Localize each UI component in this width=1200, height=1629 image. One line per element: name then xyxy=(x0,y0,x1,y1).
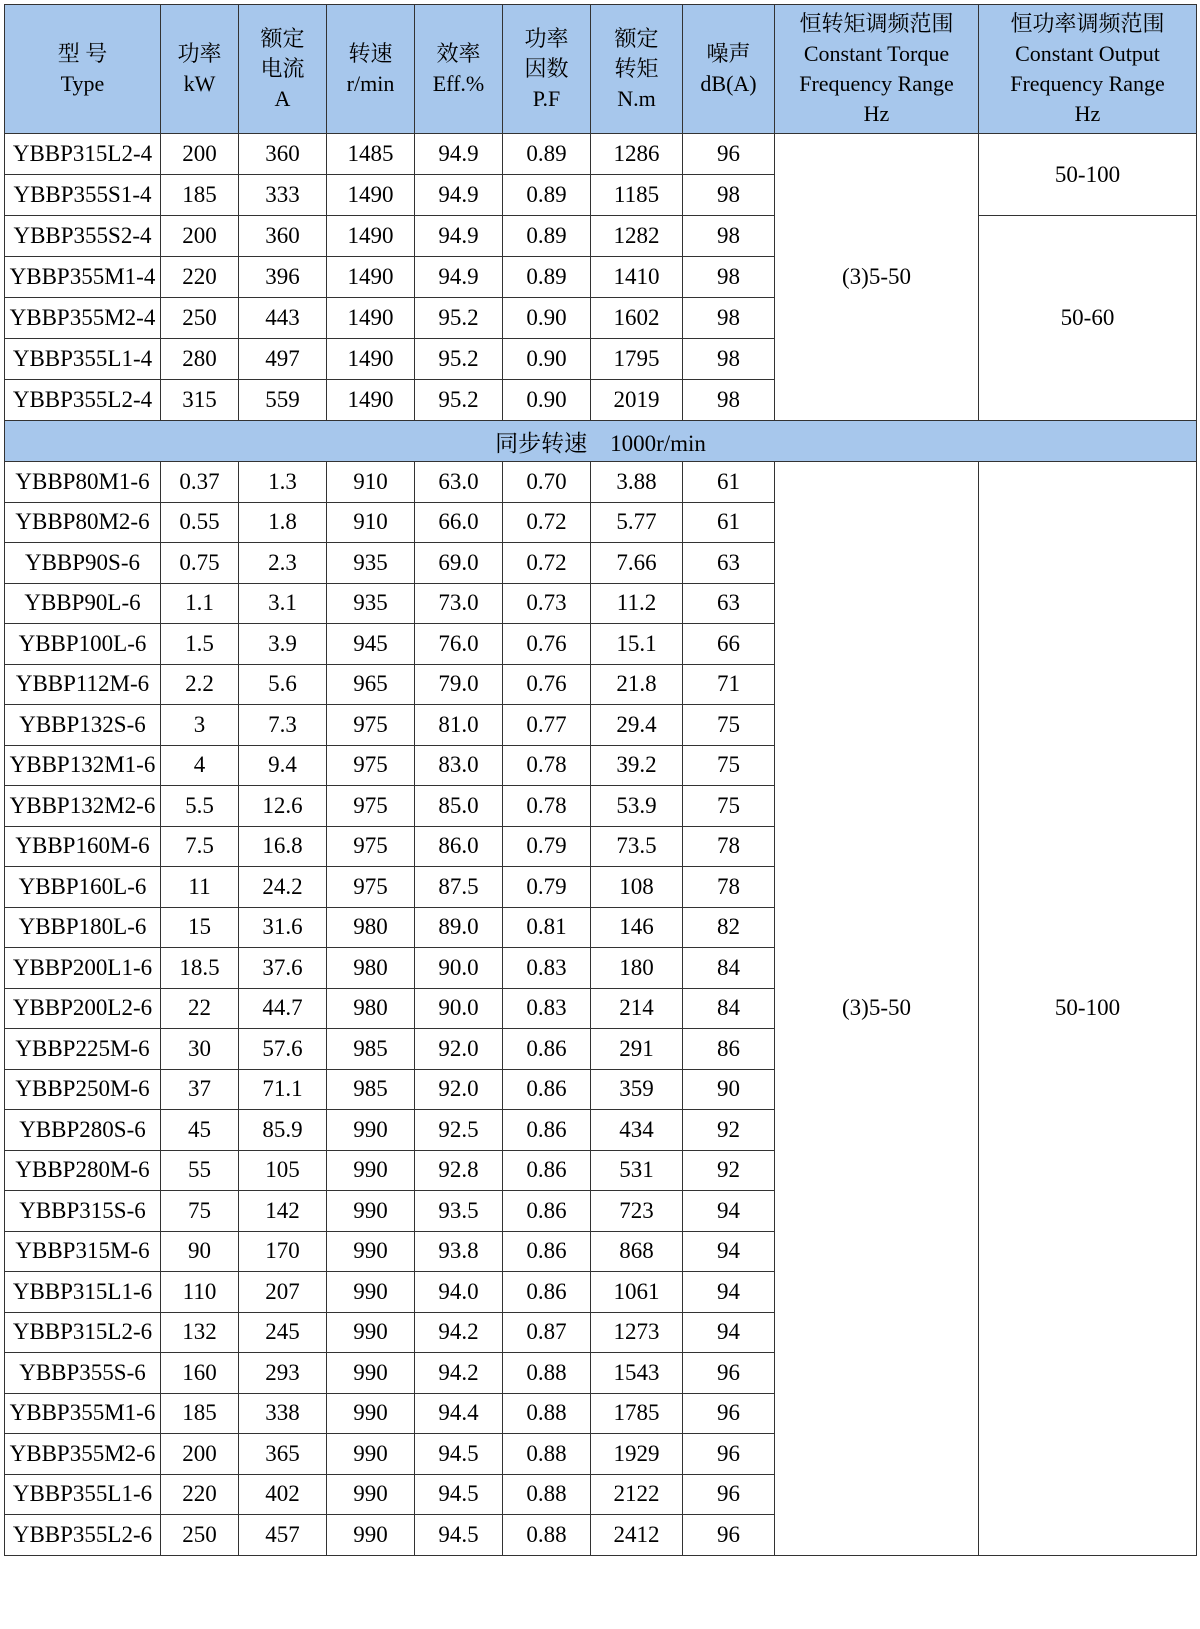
header-type: 型 号 Type xyxy=(5,5,161,134)
cell-current: 105 xyxy=(239,1150,327,1191)
cell-model: YBBP355M1-6 xyxy=(5,1393,161,1434)
cell-noise: 78 xyxy=(683,826,775,867)
cell-speed: 910 xyxy=(327,502,415,543)
cell-power: 18.5 xyxy=(161,948,239,989)
cell-noise: 98 xyxy=(683,257,775,298)
cell-noise: 96 xyxy=(683,134,775,175)
cell-speed: 1490 xyxy=(327,339,415,380)
cell-torque: 531 xyxy=(591,1150,683,1191)
cell-power: 160 xyxy=(161,1353,239,1394)
cell-current: 457 xyxy=(239,1515,327,1556)
cell-efficiency: 90.0 xyxy=(415,988,503,1029)
cell-current: 402 xyxy=(239,1474,327,1515)
cell-speed: 980 xyxy=(327,907,415,948)
cell-power-factor: 0.86 xyxy=(503,1069,591,1110)
cell-speed: 975 xyxy=(327,867,415,908)
cell-model: YBBP355L1-6 xyxy=(5,1474,161,1515)
cell-efficiency: 94.2 xyxy=(415,1353,503,1394)
cell-efficiency: 86.0 xyxy=(415,826,503,867)
cell-power: 55 xyxy=(161,1150,239,1191)
cell-current: 16.8 xyxy=(239,826,327,867)
cell-efficiency: 76.0 xyxy=(415,624,503,665)
cell-model: YBBP280S-6 xyxy=(5,1110,161,1151)
cell-speed: 1485 xyxy=(327,134,415,175)
cell-speed: 990 xyxy=(327,1272,415,1313)
cell-efficiency: 94.5 xyxy=(415,1474,503,1515)
cell-current: 7.3 xyxy=(239,705,327,746)
constant-torque-range: (3)5-50 xyxy=(775,134,979,421)
cell-speed: 990 xyxy=(327,1353,415,1394)
cell-model: YBBP180L-6 xyxy=(5,907,161,948)
cell-model: YBBP355S1-4 xyxy=(5,175,161,216)
cell-model: YBBP90S-6 xyxy=(5,543,161,584)
cell-torque: 29.4 xyxy=(591,705,683,746)
constant-torque-range: (3)5-50 xyxy=(775,462,979,1556)
cell-noise: 61 xyxy=(683,462,775,503)
cell-current: 57.6 xyxy=(239,1029,327,1070)
cell-current: 1.8 xyxy=(239,502,327,543)
cell-torque: 53.9 xyxy=(591,786,683,827)
cell-torque: 1795 xyxy=(591,339,683,380)
cell-power: 280 xyxy=(161,339,239,380)
cell-efficiency: 89.0 xyxy=(415,907,503,948)
cell-torque: 214 xyxy=(591,988,683,1029)
cell-noise: 63 xyxy=(683,583,775,624)
cell-current: 497 xyxy=(239,339,327,380)
cell-noise: 78 xyxy=(683,867,775,908)
cell-current: 24.2 xyxy=(239,867,327,908)
cell-power-factor: 0.86 xyxy=(503,1110,591,1151)
cell-power-factor: 0.87 xyxy=(503,1312,591,1353)
cell-torque: 434 xyxy=(591,1110,683,1151)
cell-noise: 96 xyxy=(683,1434,775,1475)
cell-noise: 90 xyxy=(683,1069,775,1110)
cell-current: 9.4 xyxy=(239,745,327,786)
cell-speed: 975 xyxy=(327,786,415,827)
cell-model: YBBP80M1-6 xyxy=(5,462,161,503)
cell-power: 200 xyxy=(161,134,239,175)
group-4-pole-rows xyxy=(5,134,1197,421)
motor-spec-table xyxy=(4,4,1197,1556)
cell-model: YBBP200L1-6 xyxy=(5,948,161,989)
cell-power: 45 xyxy=(161,1110,239,1151)
cell-power: 110 xyxy=(161,1272,239,1313)
cell-torque: 3.88 xyxy=(591,462,683,503)
header-noise: 噪声 dB(A) xyxy=(683,5,775,134)
cell-noise: 98 xyxy=(683,175,775,216)
constant-output-range: 50-100 xyxy=(979,134,1197,216)
group-6-pole-rows xyxy=(5,462,1197,1556)
cell-efficiency: 92.0 xyxy=(415,1029,503,1070)
cell-torque: 39.2 xyxy=(591,745,683,786)
cell-power-factor: 0.90 xyxy=(503,380,591,421)
cell-torque: 723 xyxy=(591,1191,683,1232)
cell-power: 1.5 xyxy=(161,624,239,665)
cell-efficiency: 93.8 xyxy=(415,1231,503,1272)
cell-speed: 965 xyxy=(327,664,415,705)
cell-noise: 96 xyxy=(683,1353,775,1394)
cell-torque: 1543 xyxy=(591,1353,683,1394)
cell-power: 22 xyxy=(161,988,239,1029)
constant-output-range: 50-60 xyxy=(979,216,1197,421)
cell-model: YBBP355S2-4 xyxy=(5,216,161,257)
cell-torque: 1273 xyxy=(591,1312,683,1353)
cell-efficiency: 83.0 xyxy=(415,745,503,786)
cell-model: YBBP132M2-6 xyxy=(5,786,161,827)
cell-current: 360 xyxy=(239,216,327,257)
cell-current: 5.6 xyxy=(239,664,327,705)
cell-power-factor: 0.90 xyxy=(503,298,591,339)
cell-power: 0.37 xyxy=(161,462,239,503)
cell-power-factor: 0.88 xyxy=(503,1474,591,1515)
cell-efficiency: 94.9 xyxy=(415,257,503,298)
cell-torque: 2122 xyxy=(591,1474,683,1515)
cell-model: YBBP355M2-6 xyxy=(5,1434,161,1475)
cell-model: YBBP315L2-4 xyxy=(5,134,161,175)
header-power: 功率 kW xyxy=(161,5,239,134)
cell-current: 1.3 xyxy=(239,462,327,503)
cell-power-factor: 0.86 xyxy=(503,1191,591,1232)
cell-power-factor: 0.88 xyxy=(503,1515,591,1556)
cell-model: YBBP200L2-6 xyxy=(5,988,161,1029)
cell-speed: 990 xyxy=(327,1434,415,1475)
cell-efficiency: 92.5 xyxy=(415,1110,503,1151)
cell-power-factor: 0.78 xyxy=(503,786,591,827)
cell-torque: 15.1 xyxy=(591,624,683,665)
cell-noise: 75 xyxy=(683,705,775,746)
cell-efficiency: 63.0 xyxy=(415,462,503,503)
cell-power: 1.1 xyxy=(161,583,239,624)
cell-speed: 990 xyxy=(327,1231,415,1272)
cell-speed: 935 xyxy=(327,583,415,624)
cell-noise: 63 xyxy=(683,543,775,584)
cell-torque: 1282 xyxy=(591,216,683,257)
cell-power: 7.5 xyxy=(161,826,239,867)
cell-power-factor: 0.83 xyxy=(503,948,591,989)
cell-noise: 86 xyxy=(683,1029,775,1070)
cell-noise: 98 xyxy=(683,298,775,339)
cell-torque: 5.77 xyxy=(591,502,683,543)
cell-power-factor: 0.72 xyxy=(503,543,591,584)
table-row xyxy=(5,462,1197,503)
cell-model: YBBP132S-6 xyxy=(5,705,161,746)
cell-current: 365 xyxy=(239,1434,327,1475)
cell-power-factor: 0.79 xyxy=(503,867,591,908)
cell-power-factor: 0.79 xyxy=(503,826,591,867)
cell-torque: 868 xyxy=(591,1231,683,1272)
cell-power-factor: 0.78 xyxy=(503,745,591,786)
cell-efficiency: 95.2 xyxy=(415,339,503,380)
cell-speed: 945 xyxy=(327,624,415,665)
cell-current: 12.6 xyxy=(239,786,327,827)
cell-power: 2.2 xyxy=(161,664,239,705)
cell-efficiency: 94.0 xyxy=(415,1272,503,1313)
cell-speed: 1490 xyxy=(327,298,415,339)
cell-torque: 108 xyxy=(591,867,683,908)
header-efficiency: 效率 Eff.% xyxy=(415,5,503,134)
cell-power-factor: 0.86 xyxy=(503,1272,591,1313)
cell-power-factor: 0.76 xyxy=(503,624,591,665)
cell-efficiency: 94.9 xyxy=(415,134,503,175)
cell-noise: 98 xyxy=(683,380,775,421)
cell-model: YBBP160L-6 xyxy=(5,867,161,908)
cell-power-factor: 0.76 xyxy=(503,664,591,705)
cell-current: 85.9 xyxy=(239,1110,327,1151)
cell-model: YBBP80M2-6 xyxy=(5,502,161,543)
cell-speed: 990 xyxy=(327,1393,415,1434)
cell-efficiency: 69.0 xyxy=(415,543,503,584)
cell-model: YBBP160M-6 xyxy=(5,826,161,867)
cell-power-factor: 0.77 xyxy=(503,705,591,746)
cell-torque: 1602 xyxy=(591,298,683,339)
cell-efficiency: 92.8 xyxy=(415,1150,503,1191)
cell-power: 132 xyxy=(161,1312,239,1353)
cell-current: 31.6 xyxy=(239,907,327,948)
cell-power-factor: 0.86 xyxy=(503,1150,591,1191)
cell-power-factor: 0.88 xyxy=(503,1393,591,1434)
cell-model: YBBP315L1-6 xyxy=(5,1272,161,1313)
cell-model: YBBP90L-6 xyxy=(5,583,161,624)
cell-model: YBBP355L2-4 xyxy=(5,380,161,421)
table-row xyxy=(5,216,1197,257)
cell-current: 37.6 xyxy=(239,948,327,989)
table-header xyxy=(5,5,1197,134)
cell-noise: 94 xyxy=(683,1312,775,1353)
cell-model: YBBP112M-6 xyxy=(5,664,161,705)
cell-torque: 2019 xyxy=(591,380,683,421)
cell-current: 170 xyxy=(239,1231,327,1272)
cell-noise: 96 xyxy=(683,1393,775,1434)
cell-model: YBBP315L2-6 xyxy=(5,1312,161,1353)
cell-speed: 990 xyxy=(327,1110,415,1151)
cell-efficiency: 94.5 xyxy=(415,1515,503,1556)
cell-noise: 98 xyxy=(683,216,775,257)
cell-power: 315 xyxy=(161,380,239,421)
cell-speed: 1490 xyxy=(327,380,415,421)
cell-power: 200 xyxy=(161,216,239,257)
cell-efficiency: 94.5 xyxy=(415,1434,503,1475)
cell-speed: 990 xyxy=(327,1312,415,1353)
cell-noise: 71 xyxy=(683,664,775,705)
cell-model: YBBP132M1-6 xyxy=(5,745,161,786)
cell-current: 2.3 xyxy=(239,543,327,584)
cell-current: 360 xyxy=(239,134,327,175)
cell-speed: 975 xyxy=(327,745,415,786)
cell-power: 5.5 xyxy=(161,786,239,827)
cell-power: 90 xyxy=(161,1231,239,1272)
cell-power: 3 xyxy=(161,705,239,746)
cell-torque: 1185 xyxy=(591,175,683,216)
cell-speed: 1490 xyxy=(327,257,415,298)
cell-noise: 94 xyxy=(683,1272,775,1313)
header-torque: 额定 转矩 N.m xyxy=(591,5,683,134)
header-constant-output-range: 恒功率调频范围 Constant Output Frequency Range Hz xyxy=(979,5,1197,134)
cell-speed: 980 xyxy=(327,988,415,1029)
cell-noise: 84 xyxy=(683,988,775,1029)
cell-speed: 1490 xyxy=(327,216,415,257)
cell-current: 443 xyxy=(239,298,327,339)
cell-speed: 990 xyxy=(327,1150,415,1191)
cell-torque: 2412 xyxy=(591,1515,683,1556)
cell-model: YBBP250M-6 xyxy=(5,1069,161,1110)
cell-noise: 61 xyxy=(683,502,775,543)
cell-power: 0.55 xyxy=(161,502,239,543)
cell-torque: 180 xyxy=(591,948,683,989)
cell-speed: 990 xyxy=(327,1515,415,1556)
cell-noise: 98 xyxy=(683,339,775,380)
cell-torque: 1286 xyxy=(591,134,683,175)
cell-speed: 975 xyxy=(327,705,415,746)
cell-speed: 1490 xyxy=(327,175,415,216)
cell-noise: 92 xyxy=(683,1150,775,1191)
cell-speed: 975 xyxy=(327,826,415,867)
cell-speed: 990 xyxy=(327,1474,415,1515)
section-label: 同步转速 1000r/min xyxy=(5,421,1197,462)
cell-power-factor: 0.70 xyxy=(503,462,591,503)
cell-power: 220 xyxy=(161,1474,239,1515)
cell-model: YBBP355M1-4 xyxy=(5,257,161,298)
cell-current: 338 xyxy=(239,1393,327,1434)
cell-power-factor: 0.86 xyxy=(503,1029,591,1070)
cell-model: YBBP315M-6 xyxy=(5,1231,161,1272)
cell-power: 200 xyxy=(161,1434,239,1475)
cell-torque: 1410 xyxy=(591,257,683,298)
cell-noise: 94 xyxy=(683,1191,775,1232)
cell-power-factor: 0.89 xyxy=(503,175,591,216)
cell-model: YBBP355L1-4 xyxy=(5,339,161,380)
section-divider xyxy=(5,421,1197,462)
cell-power-factor: 0.88 xyxy=(503,1353,591,1394)
cell-current: 44.7 xyxy=(239,988,327,1029)
cell-torque: 1929 xyxy=(591,1434,683,1475)
cell-power-factor: 0.89 xyxy=(503,257,591,298)
cell-power: 30 xyxy=(161,1029,239,1070)
cell-power-factor: 0.89 xyxy=(503,134,591,175)
cell-current: 245 xyxy=(239,1312,327,1353)
table-row xyxy=(5,134,1197,175)
cell-power-factor: 0.90 xyxy=(503,339,591,380)
cell-efficiency: 95.2 xyxy=(415,380,503,421)
cell-power: 185 xyxy=(161,175,239,216)
cell-power: 220 xyxy=(161,257,239,298)
cell-power: 0.75 xyxy=(161,543,239,584)
cell-speed: 985 xyxy=(327,1029,415,1070)
cell-efficiency: 85.0 xyxy=(415,786,503,827)
cell-power: 250 xyxy=(161,298,239,339)
cell-model: YBBP355L2-6 xyxy=(5,1515,161,1556)
cell-noise: 84 xyxy=(683,948,775,989)
cell-current: 207 xyxy=(239,1272,327,1313)
cell-efficiency: 81.0 xyxy=(415,705,503,746)
cell-efficiency: 93.5 xyxy=(415,1191,503,1232)
cell-efficiency: 94.9 xyxy=(415,216,503,257)
cell-torque: 1061 xyxy=(591,1272,683,1313)
cell-efficiency: 90.0 xyxy=(415,948,503,989)
cell-efficiency: 94.4 xyxy=(415,1393,503,1434)
cell-efficiency: 79.0 xyxy=(415,664,503,705)
cell-power: 250 xyxy=(161,1515,239,1556)
cell-current: 3.9 xyxy=(239,624,327,665)
cell-torque: 291 xyxy=(591,1029,683,1070)
cell-current: 559 xyxy=(239,380,327,421)
cell-torque: 73.5 xyxy=(591,826,683,867)
cell-speed: 985 xyxy=(327,1069,415,1110)
cell-power: 15 xyxy=(161,907,239,948)
cell-current: 142 xyxy=(239,1191,327,1232)
cell-power: 11 xyxy=(161,867,239,908)
cell-efficiency: 95.2 xyxy=(415,298,503,339)
header-speed: 转速 r/min xyxy=(327,5,415,134)
cell-power-factor: 0.86 xyxy=(503,1231,591,1272)
cell-torque: 11.2 xyxy=(591,583,683,624)
header-power-factor: 功率 因数 P.F xyxy=(503,5,591,134)
cell-noise: 75 xyxy=(683,786,775,827)
cell-torque: 21.8 xyxy=(591,664,683,705)
cell-speed: 910 xyxy=(327,462,415,503)
constant-output-range: 50-100 xyxy=(979,462,1197,1556)
cell-efficiency: 87.5 xyxy=(415,867,503,908)
cell-power-factor: 0.83 xyxy=(503,988,591,1029)
cell-torque: 1785 xyxy=(591,1393,683,1434)
cell-efficiency: 94.9 xyxy=(415,175,503,216)
cell-noise: 66 xyxy=(683,624,775,665)
cell-power-factor: 0.88 xyxy=(503,1434,591,1475)
cell-current: 396 xyxy=(239,257,327,298)
cell-current: 3.1 xyxy=(239,583,327,624)
cell-power-factor: 0.89 xyxy=(503,216,591,257)
cell-current: 333 xyxy=(239,175,327,216)
cell-noise: 75 xyxy=(683,745,775,786)
cell-power: 75 xyxy=(161,1191,239,1232)
header-constant-torque-range: 恒转矩调频范围 Constant Torque Frequency Range Hz xyxy=(775,5,979,134)
cell-speed: 980 xyxy=(327,948,415,989)
cell-power: 4 xyxy=(161,745,239,786)
cell-power-factor: 0.72 xyxy=(503,502,591,543)
cell-speed: 935 xyxy=(327,543,415,584)
cell-efficiency: 66.0 xyxy=(415,502,503,543)
cell-model: YBBP355M2-4 xyxy=(5,298,161,339)
cell-noise: 92 xyxy=(683,1110,775,1151)
cell-model: YBBP100L-6 xyxy=(5,624,161,665)
cell-power: 37 xyxy=(161,1069,239,1110)
cell-power: 185 xyxy=(161,1393,239,1434)
cell-current: 293 xyxy=(239,1353,327,1394)
cell-noise: 82 xyxy=(683,907,775,948)
cell-efficiency: 92.0 xyxy=(415,1069,503,1110)
cell-model: YBBP280M-6 xyxy=(5,1150,161,1191)
cell-speed: 990 xyxy=(327,1191,415,1232)
cell-model: YBBP315S-6 xyxy=(5,1191,161,1232)
cell-torque: 7.66 xyxy=(591,543,683,584)
cell-model: YBBP225M-6 xyxy=(5,1029,161,1070)
cell-noise: 96 xyxy=(683,1474,775,1515)
cell-efficiency: 73.0 xyxy=(415,583,503,624)
cell-model: YBBP355S-6 xyxy=(5,1353,161,1394)
cell-torque: 146 xyxy=(591,907,683,948)
cell-current: 71.1 xyxy=(239,1069,327,1110)
cell-power-factor: 0.73 xyxy=(503,583,591,624)
header-current: 额定 电流 A xyxy=(239,5,327,134)
cell-power-factor: 0.81 xyxy=(503,907,591,948)
cell-noise: 94 xyxy=(683,1231,775,1272)
cell-torque: 359 xyxy=(591,1069,683,1110)
cell-efficiency: 94.2 xyxy=(415,1312,503,1353)
cell-noise: 96 xyxy=(683,1515,775,1556)
